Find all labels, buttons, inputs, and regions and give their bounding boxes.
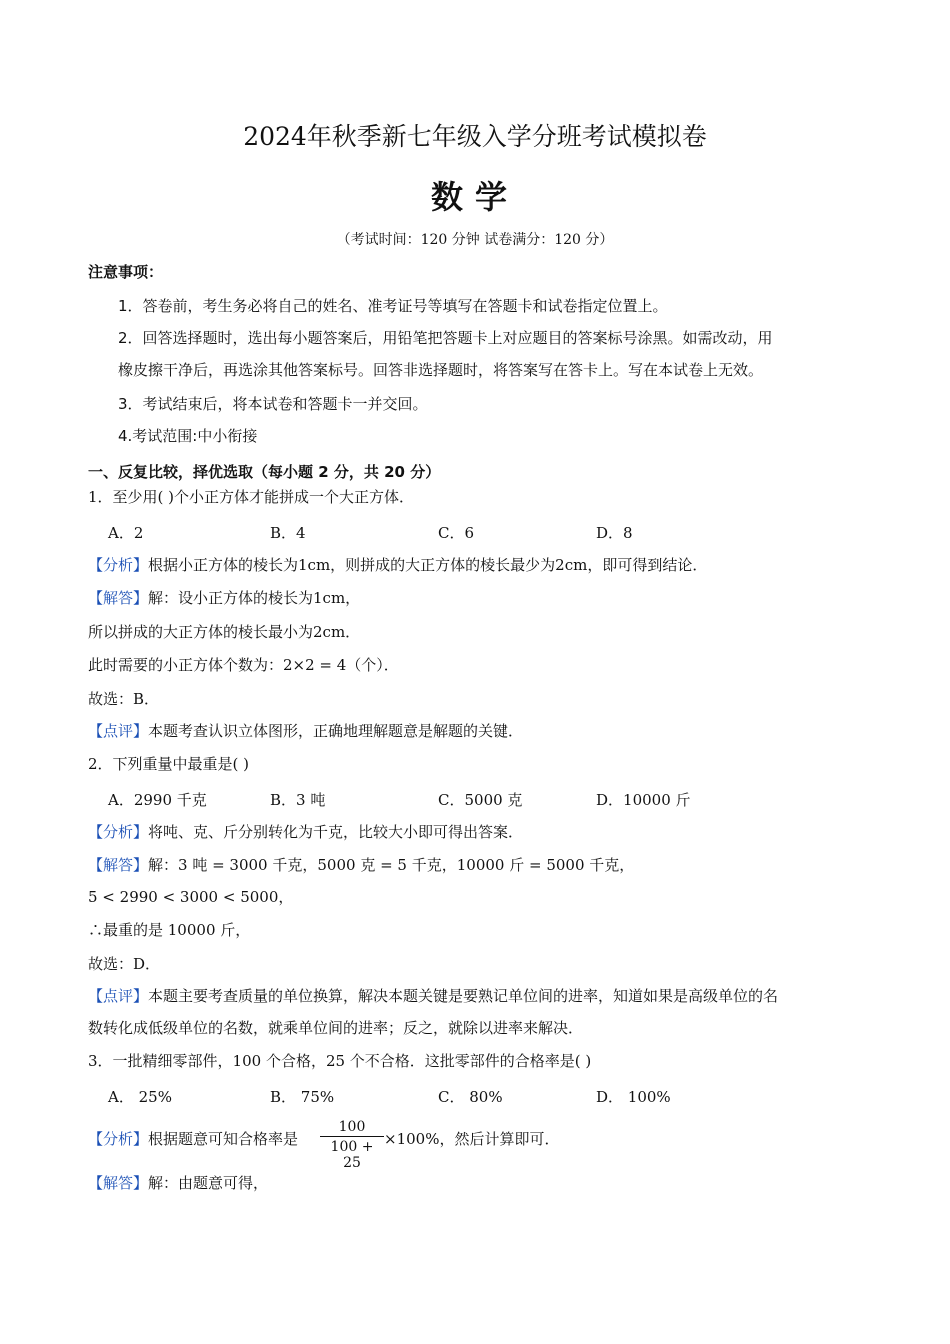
analysis-tag: 【分析】 (88, 1130, 149, 1148)
exam-meta: （考试时间：120 分钟 试卷满分：120 分） (336, 232, 614, 248)
comment-tag: 【点评】 (88, 987, 149, 1005)
solution-tag: 【解答】 (88, 1174, 149, 1192)
option-a: A． 25% (108, 1088, 172, 1106)
option-b: B．3 吨 (270, 791, 326, 809)
option-b: B． 75% (270, 1088, 335, 1106)
comment-text: 本题主要考查质量的单位换算，解决本题关键是要熟记单位间的进率，知道如果是高级单位的名 (148, 987, 779, 1005)
note-item: 2．回答选择题时，选出每小题答案后，用铅笔把答题卡上对应题目的答案标号涂黑。如需改动，用 (118, 329, 773, 347)
answer-line: 故选：B． (88, 690, 160, 708)
notes-heading: 注意事项： (88, 263, 164, 281)
answer-line: 故选：D． (88, 955, 161, 973)
question-stem: 2．下列重量中最重是( ) (88, 755, 250, 773)
analysis-text-tail: ×100%，然后计算即可． (384, 1130, 560, 1148)
solution-line (88, 855, 634, 875)
option-d: D． 100% (596, 1088, 671, 1106)
analysis-line (88, 555, 707, 575)
solution-line (88, 588, 360, 608)
note-item: 3．考试结束后，将本试卷和答题卡一并交回。 (118, 395, 428, 413)
section-heading: 一、反复比较，择优选取（每小题 2 分，共 20 分） (88, 463, 441, 481)
option-a: A．2990 千克 (108, 791, 207, 809)
analysis-text: 根据小正方体的棱长为1cm，则拼成的大正方体的棱长最少为2cm，即可得到结论． (148, 556, 708, 574)
solution-text: 解：由题意可得， (148, 1174, 269, 1192)
solution-line (88, 1173, 268, 1193)
solution-step: 5 < 2990 < 3000 < 5000， (88, 888, 294, 906)
option-b: B．4 (270, 524, 306, 542)
subject-title: 数学 (430, 178, 519, 216)
comment-tag: 【点评】 (88, 722, 149, 740)
solution-step: 此时需要的小正方体个数为：2×2 = 4（个）． (88, 656, 399, 674)
analysis-text: 将吨、克、斤分别转化为千克，比较大小即可得出答案． (148, 823, 524, 841)
comment-line-2: 数转化成低级单位的名数，就乘单位间的进率；反之，就除以进率来解决． (88, 1019, 584, 1037)
analysis-tag: 【分析】 (88, 823, 149, 841)
comment-line (88, 986, 778, 1006)
option-c: C．6 (438, 524, 475, 542)
option-c: C． 80% (438, 1088, 503, 1106)
option-a: A．2 (108, 524, 144, 542)
solution-tag: 【解答】 (88, 856, 149, 874)
solution-step: 所以拼成的大正方体的棱长最小为2cm． (88, 623, 361, 641)
question-stem: 1．至少用( )个小正方体才能拼成一个大正方体． (88, 488, 415, 506)
comment-line (88, 721, 523, 741)
analysis-text: 根据题意可知合格率是 (148, 1130, 299, 1148)
question-stem: 3．一批精细零部件，100 个合格，25 个不合格．这批零部件的合格率是( ) (88, 1052, 592, 1070)
analysis-tag: 【分析】 (88, 556, 149, 574)
option-d: D．8 (596, 524, 633, 542)
note-item: 橡皮擦干净后，再选涂其他答案标号。回答非选择题时，将答案写在答卡上。写在本试卷上无效。 (118, 361, 764, 379)
note-item: 4.考试范围:中小衔接 (118, 427, 258, 445)
page-title: 2024年秋季新七年级入学分班考试模拟卷 (243, 122, 707, 151)
fraction-numerator: 100 (320, 1119, 384, 1137)
option-d: D．10000 斤 (596, 791, 691, 809)
fraction-denominator: 100 + 25 (330, 1139, 374, 1171)
solution-tag: 【解答】 (88, 589, 149, 607)
fraction (320, 1119, 384, 1171)
analysis-line (88, 1129, 298, 1149)
solution-text: 解：3 吨 = 3000 千克，5000 克 = 5 千克，10000 斤 = 5000 千克， (148, 856, 635, 874)
analysis-line (88, 822, 523, 842)
solution-text: 解：设小正方体的棱长为1cm， (148, 589, 361, 607)
option-c: C．5000 克 (438, 791, 523, 809)
comment-text: 本题考查认识立体图形，正确地理解题意是解题的关键． (148, 722, 524, 740)
solution-step: ∴最重的是 10000 斤， (88, 921, 251, 939)
note-item: 1．答卷前，考生务必将自己的姓名、准考证号等填写在答题卡和试卷指定位置上。 (118, 297, 668, 315)
